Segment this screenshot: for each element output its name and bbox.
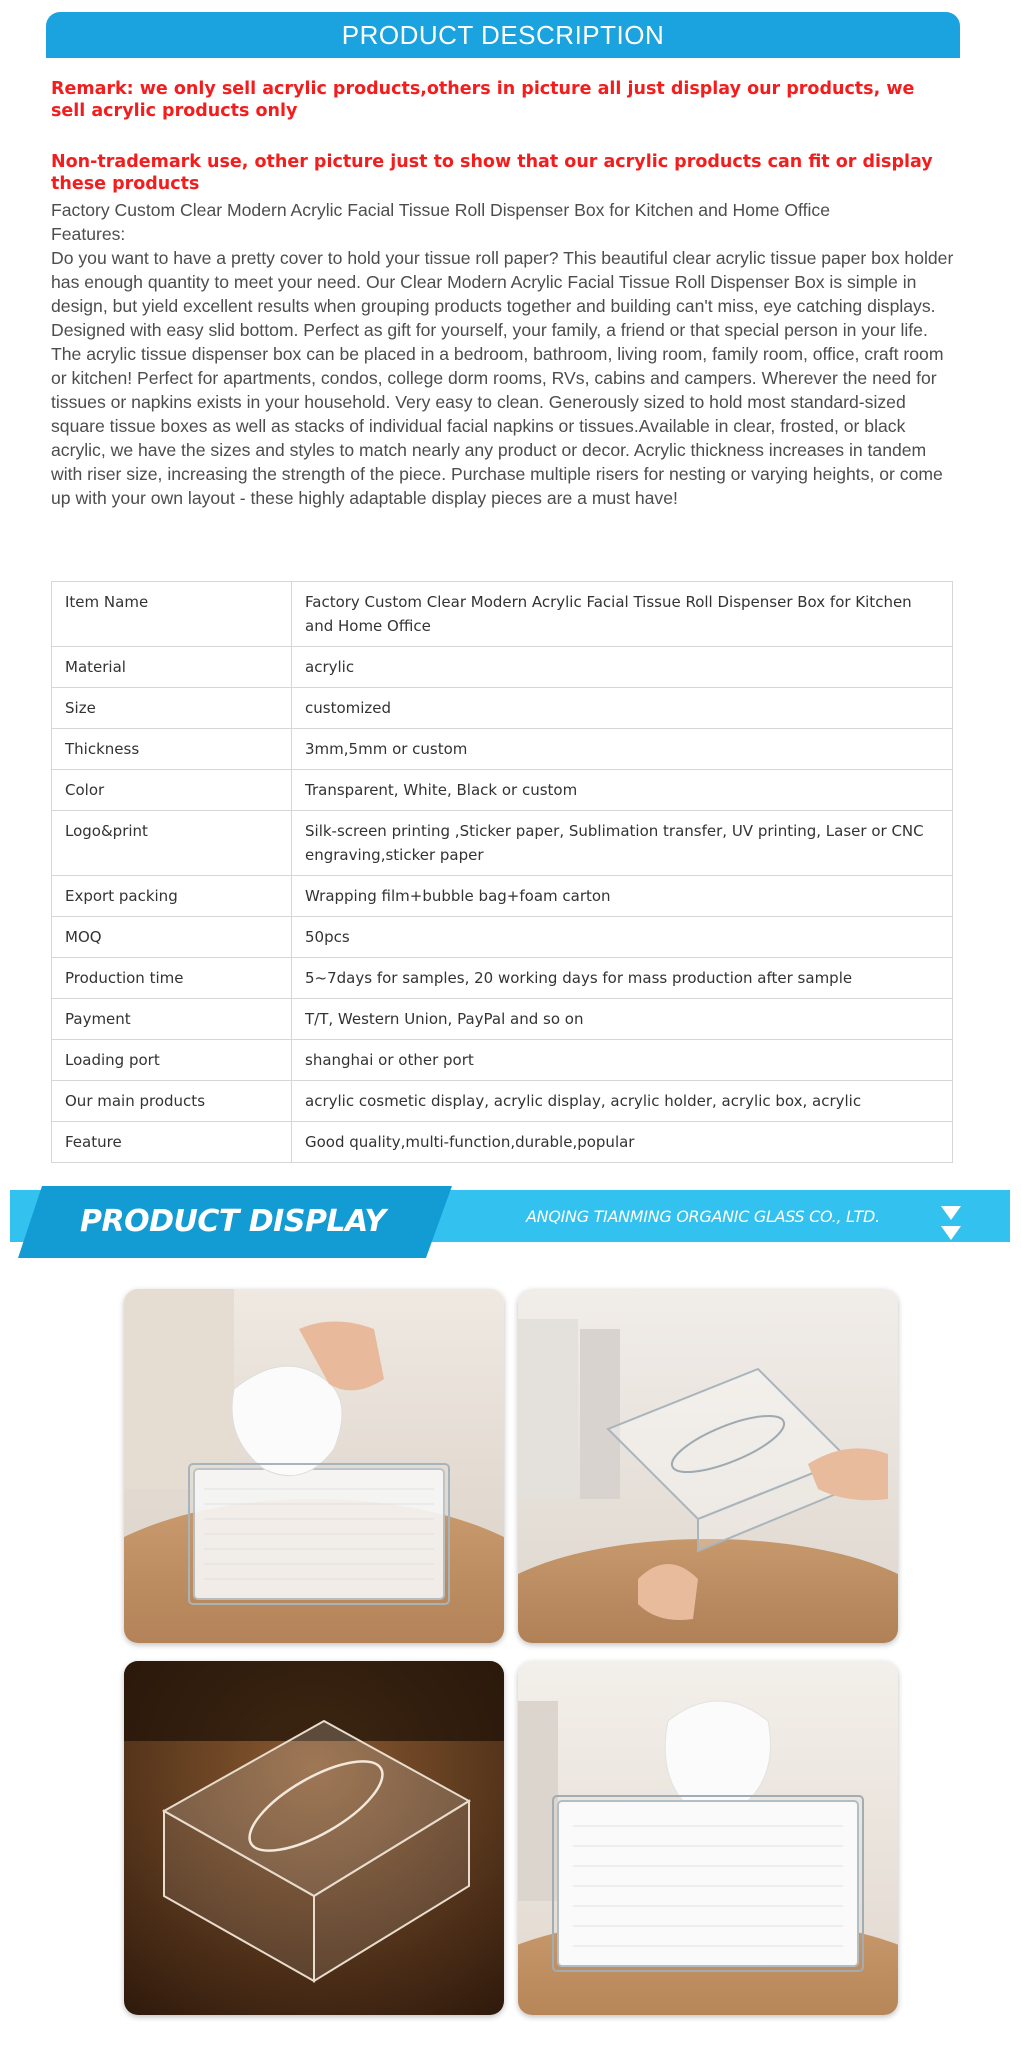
spec-label-cell: Production time	[52, 958, 292, 999]
spec-value-cell: Transparent, White, Black or custom	[292, 770, 953, 811]
table-row	[52, 1040, 953, 1081]
spec-label-cell: MOQ	[52, 917, 292, 958]
table-row	[52, 770, 953, 811]
table-row	[52, 1122, 953, 1163]
specification-table	[51, 581, 953, 1163]
spec-label-cell: Item Name	[52, 582, 292, 647]
acrylic-lid-held-in-hands-photo	[518, 1289, 898, 1643]
product-display-title: PRODUCT DISPLAY	[80, 1204, 386, 1239]
spec-label-cell: Our main products	[52, 1081, 292, 1122]
spec-label-cell: Size	[52, 688, 292, 729]
tissue-box-hand-pulling-tissue-photo	[124, 1289, 504, 1643]
table-row	[52, 876, 953, 917]
table-row	[52, 999, 953, 1040]
remark-text: Remark: we only sell acrylic products,others in picture all just display our products, we sell acrylic products only	[51, 79, 915, 121]
product-description-title: PRODUCT DESCRIPTION	[341, 19, 665, 50]
spec-value-cell: acrylic cosmetic display, acrylic display, acrylic holder, acrylic box, acrylic	[292, 1081, 953, 1122]
product-display-banner	[0, 1186, 1021, 1258]
features-label: Features:	[51, 224, 126, 244]
spec-value-cell: 50pcs	[292, 917, 953, 958]
product-description-header	[46, 12, 960, 58]
spec-value-cell: 5~7days for samples, 20 working days for mass production after sample	[292, 958, 953, 999]
table-row	[52, 729, 953, 770]
specification-table-body	[52, 582, 953, 1163]
spec-value-cell: T/T, Western Union, PayPal and so on	[292, 999, 953, 1040]
features-text: Do you want to have a pretty cover to hold your tissue roll paper? This beautiful clear acrylic tissue paper box holder has enough quantity to meet your need. Our Clear Modern Acrylic Facial Tissue Roll Dispenser Box is simple in design, but yield excellent results when grouping products together and building can't miss, eye catching displays. Designed with easy slid bottom. Perfect as gift for yourself, your family, a friend or that special person in your life. The acrylic tissue dispenser box can be placed in a bedroom, bathroom, living room, family room, office, craft room or kitchen! Perfect for apartments, condos, college dorm rooms, RVs, cabins and campers. Wherever the need for tissues or napkins exists in your household. Very easy to clean. Generously sized to hold most standard-sized square tissue boxes as well as stacks of individual facial napkins or tissues.Available in clear, frosted, or black acrylic, we have the sizes and styles to match nearly any product or decor. Acrylic thickness increases in tandem with riser size, increasing the strength of the piece. Purchase multiple risers for nesting or varying heights, or come up with your own layout - these highly adaptable display pieces are a must have!	[51, 248, 954, 508]
spec-label-cell: Payment	[52, 999, 292, 1040]
table-row	[52, 917, 953, 958]
spec-value-cell: shanghai or other port	[292, 1040, 953, 1081]
product-description-body	[51, 198, 956, 510]
spec-value-cell: customized	[292, 688, 953, 729]
spec-value-cell: 3mm,5mm or custom	[292, 729, 953, 770]
table-row	[52, 958, 953, 999]
table-row	[52, 688, 953, 729]
non-trademark-notice: Non-trademark use, other picture just to show that our acrylic products can fit or display these products	[51, 152, 933, 194]
company-name: ANQING TIANMING ORGANIC GLASS CO., LTD.	[526, 1207, 880, 1226]
spec-label-cell: Color	[52, 770, 292, 811]
spec-label-cell: Thickness	[52, 729, 292, 770]
tissue-box-filled-with-napkins-photo	[518, 1661, 898, 2015]
table-row	[52, 647, 953, 688]
double-chevron-down-icon	[940, 1204, 962, 1244]
table-row	[52, 1081, 953, 1122]
empty-acrylic-box-on-wood-photo	[124, 1661, 504, 2015]
spec-label-cell: Export packing	[52, 876, 292, 917]
table-row	[52, 811, 953, 876]
spec-value-cell: Silk-screen printing ,Sticker paper, Sublimation transfer, UV printing, Laser or CNC engraving,sticker paper	[292, 811, 953, 876]
spec-label-cell: Feature	[52, 1122, 292, 1163]
spec-value-cell: Wrapping film+bubble bag+foam carton	[292, 876, 953, 917]
spec-label-cell: Logo&print	[52, 811, 292, 876]
spec-value-cell: acrylic	[292, 647, 953, 688]
spec-value-cell: Good quality,multi-function,durable,popular	[292, 1122, 953, 1163]
spec-label-cell: Material	[52, 647, 292, 688]
spec-label-cell: Loading port	[52, 1040, 292, 1081]
table-row	[52, 582, 953, 647]
description-title: Factory Custom Clear Modern Acrylic Facial Tissue Roll Dispenser Box for Kitchen and Home Office	[51, 200, 830, 220]
spec-value-cell: Factory Custom Clear Modern Acrylic Facial Tissue Roll Dispenser Box for Kitchen and Home Office	[292, 582, 953, 647]
